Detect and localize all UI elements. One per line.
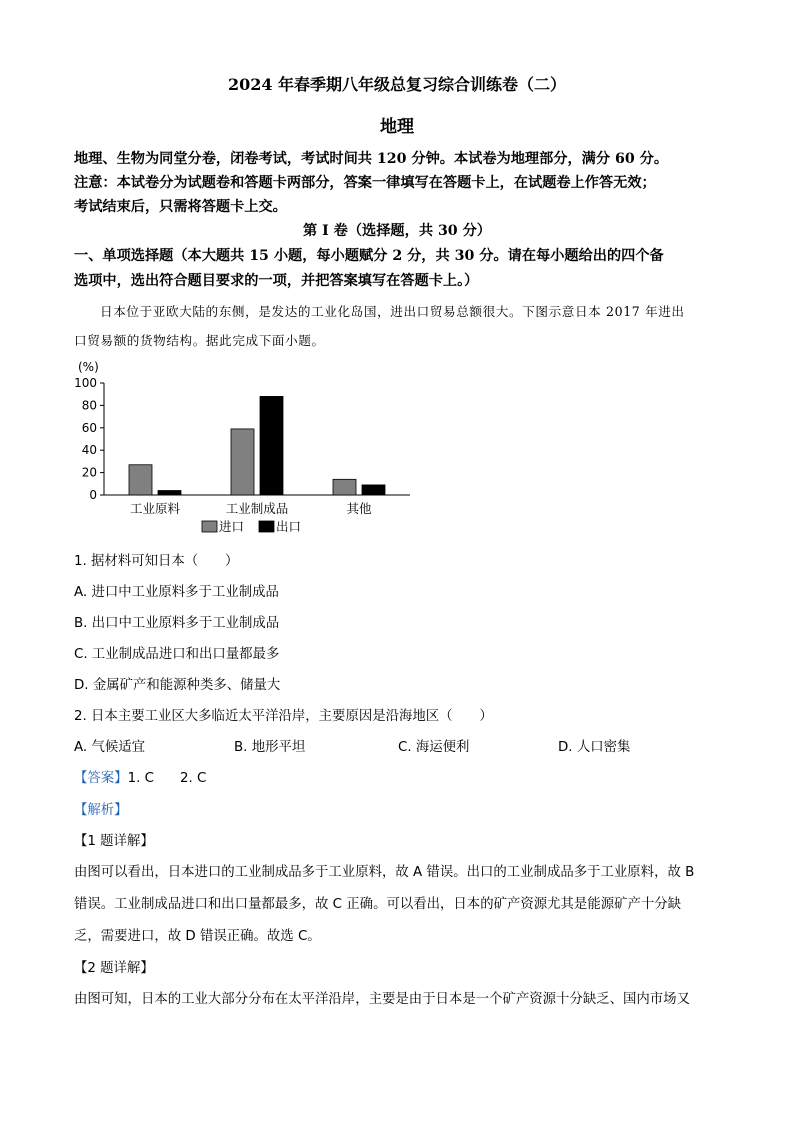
y-tick-label: 40 (81, 443, 97, 458)
q2-option-d: D. 人口密集 (558, 740, 631, 755)
subject-title: 地理 (380, 117, 414, 137)
bar-出口 (158, 491, 181, 495)
q2-stem: 2. 日本主要工业区大多临近太平洋沿岸，主要原因是沿海地区（ ） (74, 709, 493, 724)
legend-swatch-出口 (259, 521, 274, 532)
y-tick-label: 80 (81, 398, 97, 413)
material-line-1: 日本位于亚欧大陆的东侧，是发达的工业化岛国，进出口贸易总额很大。下图示意日本 2017 年进出 (100, 304, 685, 319)
q2-option-c: C. 海运便利 (398, 740, 470, 755)
x-category-label: 工业原料 (129, 501, 181, 516)
bar-进口 (129, 465, 152, 495)
section-heading-line-1: 一、单项选择题（本大题共 15 小题，每小题赋分 2 分，共 30 分。请在每小题给出的四个备 (74, 248, 664, 264)
x-axis-categories (130, 501, 372, 516)
q2-option-a: A. 气候适宜 (74, 740, 145, 755)
material-line-2: 口贸易额的货物结构。据此完成下面小题。 (74, 333, 325, 348)
x-category-label: 其他 (346, 501, 372, 516)
chart-bars (129, 396, 385, 495)
part-title: 第 I 卷（选择题，共 30 分） (302, 223, 491, 239)
q1-stem: 1. 据材料可知日本（ ） (74, 554, 239, 569)
bar-进口 (231, 429, 254, 495)
y-tick-label: 100 (74, 376, 97, 390)
legend-swatch-进口 (202, 521, 217, 532)
q1-option-c: C. 工业制成品进口和出口量都最多 (74, 647, 280, 662)
exam-title: 2024 年春季期八年级总复习综合训练卷（二） (227, 75, 567, 94)
instruction-line-1: 地理、生物为同堂分卷，闭卷考试，考试时间共 120 分钟。本试卷为地理部分，满分 60 分。 (74, 151, 669, 167)
x-category-label: 工业制成品 (225, 501, 289, 516)
answer-2: 2. C (179, 771, 207, 786)
y-tick-label: 0 (89, 488, 97, 502)
q1-option-a: A. 进口中工业原料多于工业制成品 (74, 585, 279, 600)
q1-detail-tag: 【1 题详解】 (74, 834, 154, 849)
instruction-line-2: 注意：本试卷分为试题卷和答题卡两部分，答案一律填写在答题卡上，在试题卷上作答无效； (74, 175, 656, 191)
bar-进口 (333, 479, 356, 495)
y-tick-label: 60 (81, 420, 97, 435)
instruction-line-3: 考试结束后，只需将答题卡上交。 (74, 199, 287, 215)
y-unit-label: (%) (78, 360, 99, 374)
answer-1: 1. C (127, 771, 154, 786)
legend-label: 进口 (219, 519, 245, 534)
q1-option-d: D. 金属矿产和能源种类多、储量大 (74, 678, 281, 693)
trade-structure-chart (70, 355, 430, 545)
legend-label: 出口 (276, 519, 302, 534)
section-heading-line-2: 选项中，选出符合题目要求的一项，并把答案填写在答题卡上。） (74, 273, 479, 289)
y-tick-label: 20 (81, 465, 97, 480)
answer-line (74, 767, 206, 786)
q1-option-b: B. 出口中工业原料多于工业制成品 (74, 616, 280, 631)
bar-出口 (362, 485, 385, 495)
q1-detail-line-3: 乏，需要进口，故 D 错误正确。故选 C。 (74, 929, 321, 944)
y-axis-ticks (74, 376, 104, 502)
q2-detail-tag: 【2 题详解】 (74, 961, 154, 976)
q2-detail-line-1: 由图可知，日本的工业大部分分布在太平洋沿岸，主要是由于日本是一个矿产资源十分缺乏、国内市场又 (74, 992, 690, 1007)
q2-option-b: B. 地形平坦 (234, 740, 306, 755)
bar-出口 (260, 396, 283, 495)
q1-detail-line-2: 错误。工业制成品进口和出口量都最多，故 C 正确。可以看出，日本的矿产资源尤其是能源矿产十分缺 (74, 897, 682, 912)
q1-detail-line-1: 由图可以看出，日本进口的工业制成品多于工业原料，故 A 错误。出口的工业制成品多于工业原料，故 B (74, 865, 695, 880)
analysis-tag: 【解析】 (74, 803, 128, 818)
answer-tag: 【答案】 (74, 771, 128, 786)
chart-legend (202, 519, 301, 534)
